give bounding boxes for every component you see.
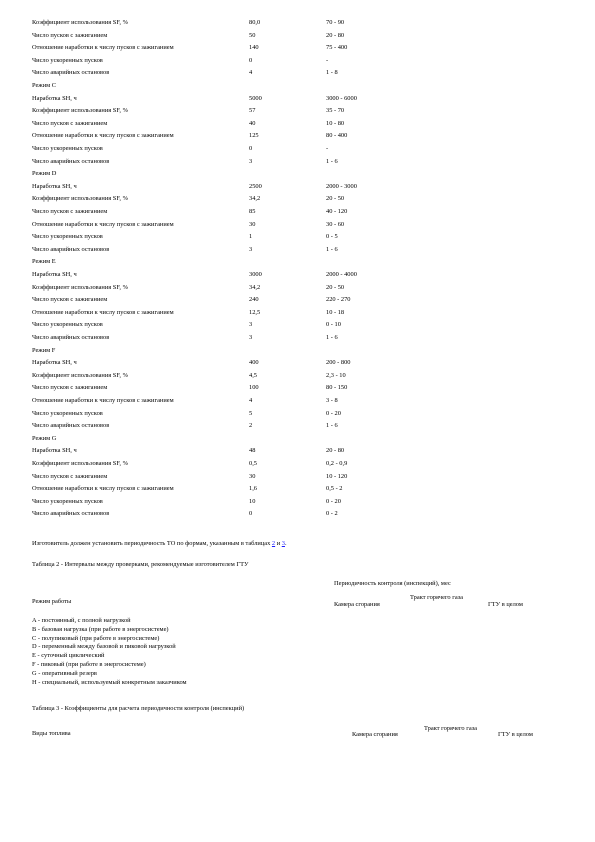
- parameter-row: [0, 119, 595, 128]
- parameter-range: 20 - 50: [326, 283, 345, 291]
- parameter-label: Число пусков с зажиганием: [32, 119, 108, 127]
- parameter-value: 3: [249, 245, 253, 253]
- parameter-range: 0,5 - 2: [326, 485, 343, 493]
- regime-heading: Режим C: [32, 82, 57, 89]
- parameter-value: 4: [249, 69, 253, 77]
- parameter-value: 0,5: [249, 460, 257, 467]
- parameter-range: 200 - 800: [326, 359, 351, 367]
- parameter-label: Число аварийных остановов: [32, 334, 110, 341]
- table-3-combustor-header: Камера сгорания: [352, 731, 398, 738]
- parameter-range: 0 - 10: [326, 321, 341, 329]
- parameter-value: 2: [249, 422, 253, 430]
- parameter-label: Коэффициент использования SF, %: [32, 371, 128, 379]
- parameter-label: Число ускоренных пусков: [32, 321, 103, 329]
- table-2-group-header: Периодичность контроля (инспекций), мес: [334, 580, 451, 587]
- parameter-value: 50: [249, 31, 256, 39]
- parameter-range: 220 - 270: [326, 296, 351, 304]
- parameter-value: 57: [249, 107, 256, 115]
- parameter-row: [0, 308, 595, 317]
- parameter-label: Отношение наработки к числу пусков с зажиганием: [32, 308, 174, 316]
- parameter-row: [0, 194, 595, 203]
- parameter-range: 75 - 400: [326, 44, 348, 52]
- parameter-row: [0, 56, 595, 65]
- table-3-fuel-header: Виды топлива: [32, 730, 71, 737]
- parameter-row: [0, 371, 595, 380]
- parameter-range: 0 - 2: [326, 510, 338, 518]
- parameter-range: 30 - 60: [326, 220, 345, 228]
- parameter-value: 5000: [249, 94, 262, 102]
- parameter-value: 48: [249, 447, 256, 455]
- parameter-value: 4,5: [249, 371, 257, 379]
- operating-mode-item: A - постоянный, с полной нагрузкой: [32, 617, 131, 624]
- parameter-label: Наработка SH, ч: [32, 447, 77, 455]
- parameter-range: 1 - 6: [326, 422, 338, 430]
- parameter-value: 400: [249, 359, 259, 367]
- parameter-row: [0, 509, 595, 518]
- parameter-row: [0, 409, 595, 418]
- parameter-range: 0 - 20: [326, 497, 341, 505]
- parameter-label: Отношение наработки к числу пусков с зажиганием: [32, 220, 174, 228]
- table-2-hot-gas-path-header: Тракт горячего газа: [410, 594, 464, 601]
- parameter-range: 0 - 5: [326, 233, 338, 241]
- parameter-label: Отношение наработки к числу пусков с зажиганием: [32, 485, 174, 493]
- parameter-value: 5: [249, 409, 253, 417]
- parameter-range: 0 - 20: [326, 409, 341, 417]
- paragraph-end: .: [284, 540, 287, 547]
- parameter-range: 20 - 80: [326, 447, 345, 455]
- parameter-label: Наработка SH, ч: [32, 271, 77, 278]
- parameter-value: 12,5: [249, 308, 261, 316]
- regime-heading: Режим G: [32, 434, 57, 442]
- parameter-label: Число аварийных остановов: [32, 510, 110, 518]
- parameter-row: [0, 131, 595, 140]
- parameter-range: 10 - 120: [326, 472, 348, 480]
- parameter-value: 3000: [249, 271, 262, 278]
- operating-mode-item: F - пиковый (при работе в энергосистеме): [32, 661, 146, 668]
- parameter-row: [0, 472, 595, 481]
- parameter-label: Наработка SH, ч: [32, 182, 77, 190]
- parameter-row: [0, 43, 595, 52]
- parameter-range: 70 - 90: [326, 19, 345, 26]
- regime-heading: Режим D: [32, 170, 57, 178]
- parameter-row: [0, 383, 595, 392]
- operating-mode-item: E - суточный циклический: [32, 652, 105, 660]
- operating-mode-item: B - базовая нагрузка (при работе в энергосистеме): [32, 625, 169, 633]
- parameter-row: [0, 18, 595, 27]
- parameter-row: [0, 446, 595, 455]
- parameter-value: 30: [249, 220, 256, 228]
- parameter-row: [0, 358, 595, 367]
- parameter-row: [0, 245, 595, 254]
- paragraph-between: и: [275, 540, 282, 547]
- parameter-range: 35 - 70: [326, 107, 345, 115]
- parameter-row: [0, 182, 595, 191]
- parameter-range: 2000 - 4000: [326, 271, 357, 278]
- parameter-value: 10: [249, 497, 256, 505]
- parameter-range: 10 - 80: [326, 119, 345, 127]
- parameter-row: [0, 68, 595, 77]
- parameter-range: 1 - 6: [326, 245, 338, 253]
- parameter-label: Число ускоренных пусков: [32, 409, 103, 417]
- parameter-label: Число пусков с зажиганием: [32, 208, 108, 215]
- table-3-link[interactable]: 3: [281, 540, 285, 547]
- parameter-row: [0, 144, 595, 153]
- regime-heading: Режим F: [32, 346, 56, 354]
- parameter-label: Наработка SH, ч: [32, 359, 77, 367]
- parameter-value: 30: [249, 472, 256, 480]
- table-2-gtu-header: ГТУ в целом: [488, 601, 523, 608]
- parameter-row: [0, 157, 595, 166]
- parameter-range: 0,2 - 0,9: [326, 460, 348, 467]
- parameter-row: [0, 421, 595, 430]
- parameter-row: [0, 459, 595, 468]
- parameter-value: 0: [249, 145, 253, 152]
- parameter-range: -: [326, 56, 329, 64]
- parameter-range: 10 - 18: [326, 308, 345, 316]
- parameter-value: 1: [249, 233, 253, 241]
- parameter-value: 80,0: [249, 19, 261, 26]
- parameter-label: Число ускоренных пусков: [32, 233, 103, 241]
- parameter-row: [0, 94, 595, 103]
- regime-heading: Режим E: [32, 258, 56, 266]
- parameter-row: [0, 106, 595, 115]
- parameter-row: [0, 320, 595, 329]
- operating-mode-item: D - переменный между базовой и пиковой нагрузкой: [32, 643, 176, 651]
- parameter-row: [0, 270, 595, 279]
- parameter-row: [0, 295, 595, 304]
- parameter-range: 40 - 120: [326, 208, 348, 215]
- parameter-label: Коэффициент использования SF, %: [32, 283, 128, 291]
- parameter-range: 1 - 8: [326, 69, 338, 77]
- parameter-value: 0: [249, 510, 253, 518]
- parameter-range: 80 - 150: [326, 384, 348, 392]
- parameter-range: 20 - 80: [326, 31, 345, 39]
- parameter-label: Коэффициент использования SF, %: [32, 19, 128, 26]
- parameter-range: 20 - 50: [326, 195, 345, 203]
- parameter-value: 1,6: [249, 485, 257, 493]
- parameter-value: 125: [249, 132, 259, 140]
- operating-mode-item: C - полупиковый (при работе в энергосистеме): [32, 634, 160, 642]
- operating-mode-item: G - оперативный резерв: [32, 669, 97, 677]
- parameter-value: 2500: [249, 182, 262, 190]
- parameter-label: Число пусков с зажиганием: [32, 472, 108, 480]
- parameter-label: Число аварийных остановов: [32, 245, 110, 253]
- table-2-combustor-header: Камера сгорания: [334, 601, 380, 608]
- parameter-row: [0, 220, 595, 229]
- parameter-value: 34,2: [249, 195, 261, 203]
- parameter-range: 2000 - 3000: [326, 182, 357, 190]
- parameter-value: 40: [249, 119, 256, 127]
- parameter-label: Число аварийных остановов: [32, 69, 110, 77]
- parameter-label: Коэффициент использования SF, %: [32, 107, 128, 115]
- parameter-value: 0: [249, 56, 253, 64]
- parameter-value: 3: [249, 157, 253, 165]
- parameter-label: Коэффициент использования SF, %: [32, 195, 128, 203]
- parameter-label: Число аварийных остановов: [32, 422, 110, 430]
- parameter-range: 1 - 6: [326, 334, 338, 341]
- table-2-caption: Таблица 2 - Интервалы между проверками, рекомендуемые изготовителем ГТУ: [32, 561, 249, 568]
- parameter-label: Наработка SH, ч: [32, 94, 77, 102]
- paragraph-text: Изготовитель должен установить периодичность ТО по формам, указанным в таблицах: [32, 540, 272, 547]
- parameter-label: Отношение наработки к числу пусков с зажиганием: [32, 132, 174, 140]
- parameter-label: Число пусков с зажиганием: [32, 296, 108, 304]
- parameter-range: -: [326, 145, 329, 152]
- parameter-row: [0, 31, 595, 40]
- parameter-range: 1 - 6: [326, 157, 338, 165]
- parameter-row: [0, 333, 595, 342]
- parameter-label: Число аварийных остановов: [32, 157, 110, 165]
- operating-mode-item: H - специальный, используемый конкретным заказчиком: [32, 678, 187, 686]
- parameter-label: Число ускоренных пусков: [32, 497, 103, 505]
- parameter-row: [0, 232, 595, 241]
- parameter-label: Число ускоренных пусков: [32, 56, 103, 64]
- parameter-value: 34,2: [249, 283, 261, 291]
- parameter-row: [0, 283, 595, 292]
- parameter-label: Отношение наработки к числу пусков с зажиганием: [32, 44, 174, 52]
- parameter-row: [0, 497, 595, 506]
- table-2-mode-header: Режим работы: [32, 598, 72, 605]
- table-3-hot-gas-path-header: Тракт горячего газа: [424, 725, 478, 732]
- parameter-value: 85: [249, 208, 256, 215]
- parameter-range: 3 - 8: [326, 397, 338, 404]
- parameter-label: Число пусков с зажиганием: [32, 384, 108, 392]
- parameter-value: 3: [249, 321, 253, 329]
- parameter-label: Отношение наработки к числу пусков с зажиганием: [32, 397, 174, 404]
- parameter-value: 140: [249, 44, 259, 52]
- parameter-label: Число ускоренных пусков: [32, 145, 103, 152]
- parameter-range: 3000 - 6000: [326, 94, 357, 102]
- parameter-label: Число пусков с зажиганием: [32, 31, 108, 39]
- parameter-range: 2,3 - 10: [326, 371, 346, 379]
- table-2-link[interactable]: 2: [271, 540, 276, 547]
- parameter-row: [0, 207, 595, 216]
- parameter-value: 4: [249, 397, 253, 404]
- parameter-value: 240: [249, 296, 259, 304]
- parameter-row: [0, 484, 595, 493]
- parameter-range: 80 - 400: [326, 132, 348, 140]
- table-3-caption: Таблица 3 - Коэффициенты для расчета периодичности контроля (инспекций): [32, 705, 245, 712]
- table-3-gtu-header: ГТУ в целом: [498, 731, 533, 738]
- parameter-label: Коэффициент использования SF, %: [32, 460, 128, 467]
- parameter-value: 3: [249, 334, 253, 341]
- parameter-row: [0, 396, 595, 405]
- parameter-value: 100: [249, 384, 259, 392]
- maintenance-paragraph: [32, 539, 287, 548]
